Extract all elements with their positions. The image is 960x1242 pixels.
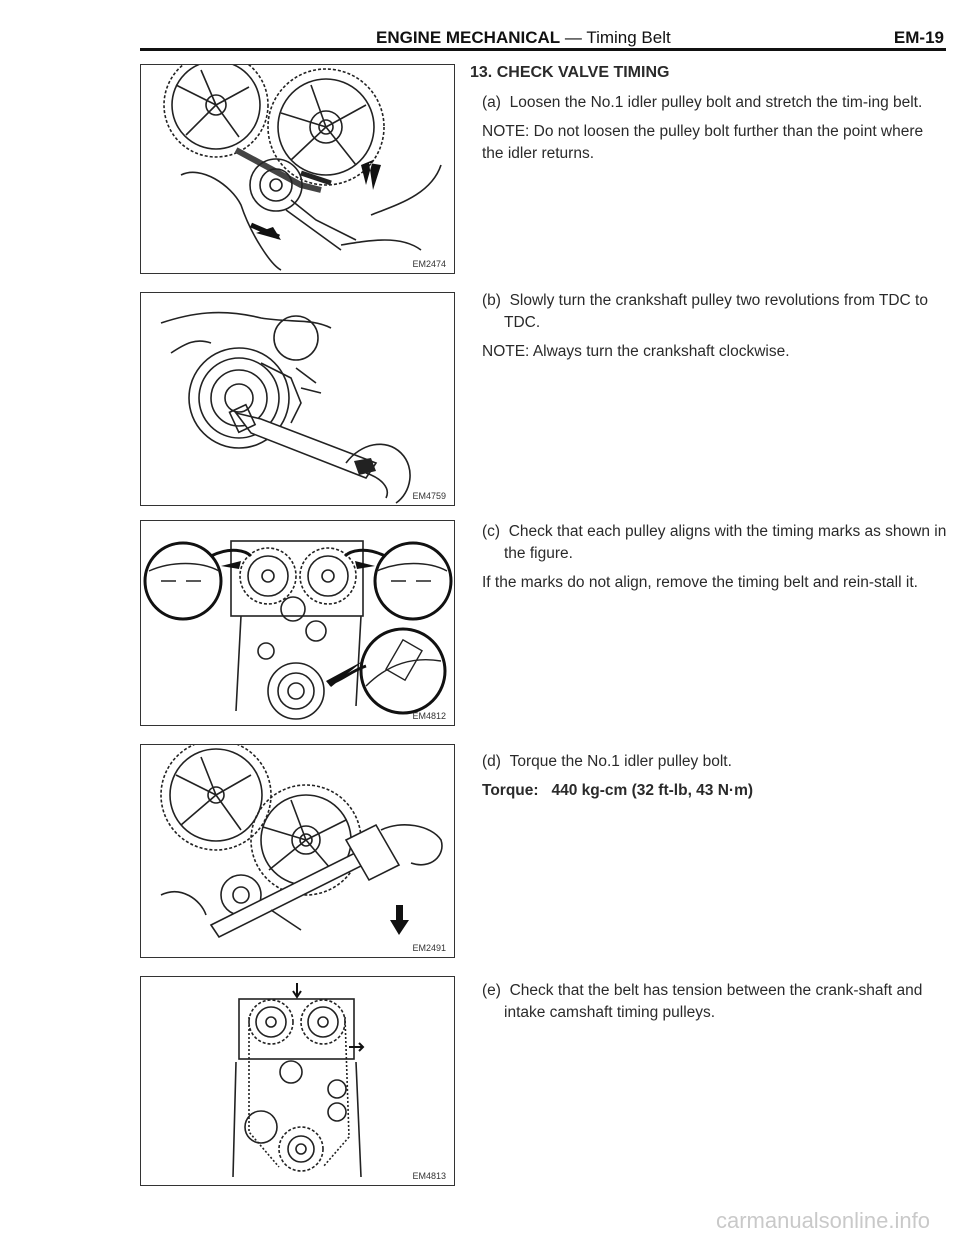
header-section: ENGINE MECHANICAL — [376, 28, 561, 47]
header-title — [376, 28, 671, 48]
watermark: carmanualsonline.info — [715, 1208, 930, 1233]
substep-e — [470, 980, 948, 1031]
substep-a — [470, 92, 948, 172]
figure-belt-tension-illustration — [141, 977, 453, 1184]
header-subsection: Timing Belt — [586, 28, 671, 47]
step-title — [470, 62, 948, 84]
substep-b-text — [470, 290, 948, 334]
substep-b-label: (b) — [482, 292, 501, 309]
header-rule — [140, 48, 946, 51]
substep-d — [470, 751, 948, 809]
step-13-heading — [470, 62, 948, 84]
figure-code: EM2474 — [412, 259, 446, 269]
substep-d-label: (d) — [482, 753, 501, 770]
substep-b-note: NOTE: Always turn the crankshaft clockwise. — [482, 343, 790, 360]
figure-code: EM4813 — [412, 1171, 446, 1181]
figure-idler-loosen-illustration — [141, 65, 453, 272]
substep-a-label: (a) — [482, 94, 501, 111]
figure-idler-loosen — [140, 64, 455, 274]
substep-b-body: Slowly turn the crankshaft pulley two revolutions from TDC to TDC. — [504, 292, 928, 331]
substep-e-body: Check that the belt has tension between the crank-shaft and intake camshaft timing pulleys. — [504, 982, 923, 1021]
header-dash: — — [560, 28, 587, 47]
substep-c-note: If the marks do not align, remove the timing belt and rein-stall it. — [482, 574, 918, 591]
substep-b — [470, 290, 948, 370]
substep-a-body: Loosen the No.1 idler pulley bolt and stretch the tim-ing belt. — [509, 94, 923, 111]
torque-label: Torque: — [482, 782, 539, 799]
substep-d-torque — [470, 780, 948, 802]
figure-crankshaft-turn — [140, 292, 455, 506]
figure-torque-idler-illustration — [141, 745, 453, 956]
page-header — [140, 28, 960, 50]
figure-code: EM2491 — [412, 943, 446, 953]
step-number: 13. — [470, 64, 493, 81]
figure-code: EM4759 — [412, 491, 446, 501]
step-title-text: CHECK VALVE TIMING — [496, 64, 670, 81]
substep-c-text — [470, 521, 948, 565]
substep-c-label: (c) — [482, 523, 501, 540]
torque-value: 440 kg-cm (32 ft-lb, 43 N·m) — [551, 782, 754, 799]
substep-e-text — [470, 980, 948, 1024]
substep-d-text — [470, 751, 948, 773]
substep-a-note: NOTE: Do not loosen the pulley bolt further than the point where the idler returns. — [482, 123, 924, 162]
substep-d-body: Torque the No.1 idler pulley bolt. — [509, 753, 732, 770]
substep-a-text — [470, 92, 948, 114]
figure-belt-tension — [140, 976, 455, 1186]
figure-timing-marks — [140, 520, 455, 726]
substep-c — [470, 521, 948, 601]
page-number: EM-19 — [893, 28, 944, 47]
substep-c-body: Check that each pulley aligns with the timing marks as shown in the figure. — [504, 523, 947, 562]
figure-timing-marks-illustration — [141, 521, 453, 724]
figure-crankshaft-turn-illustration — [141, 293, 453, 504]
figure-code: EM4812 — [412, 711, 446, 721]
figure-torque-idler — [140, 744, 455, 958]
substep-e-label: (e) — [482, 982, 501, 999]
